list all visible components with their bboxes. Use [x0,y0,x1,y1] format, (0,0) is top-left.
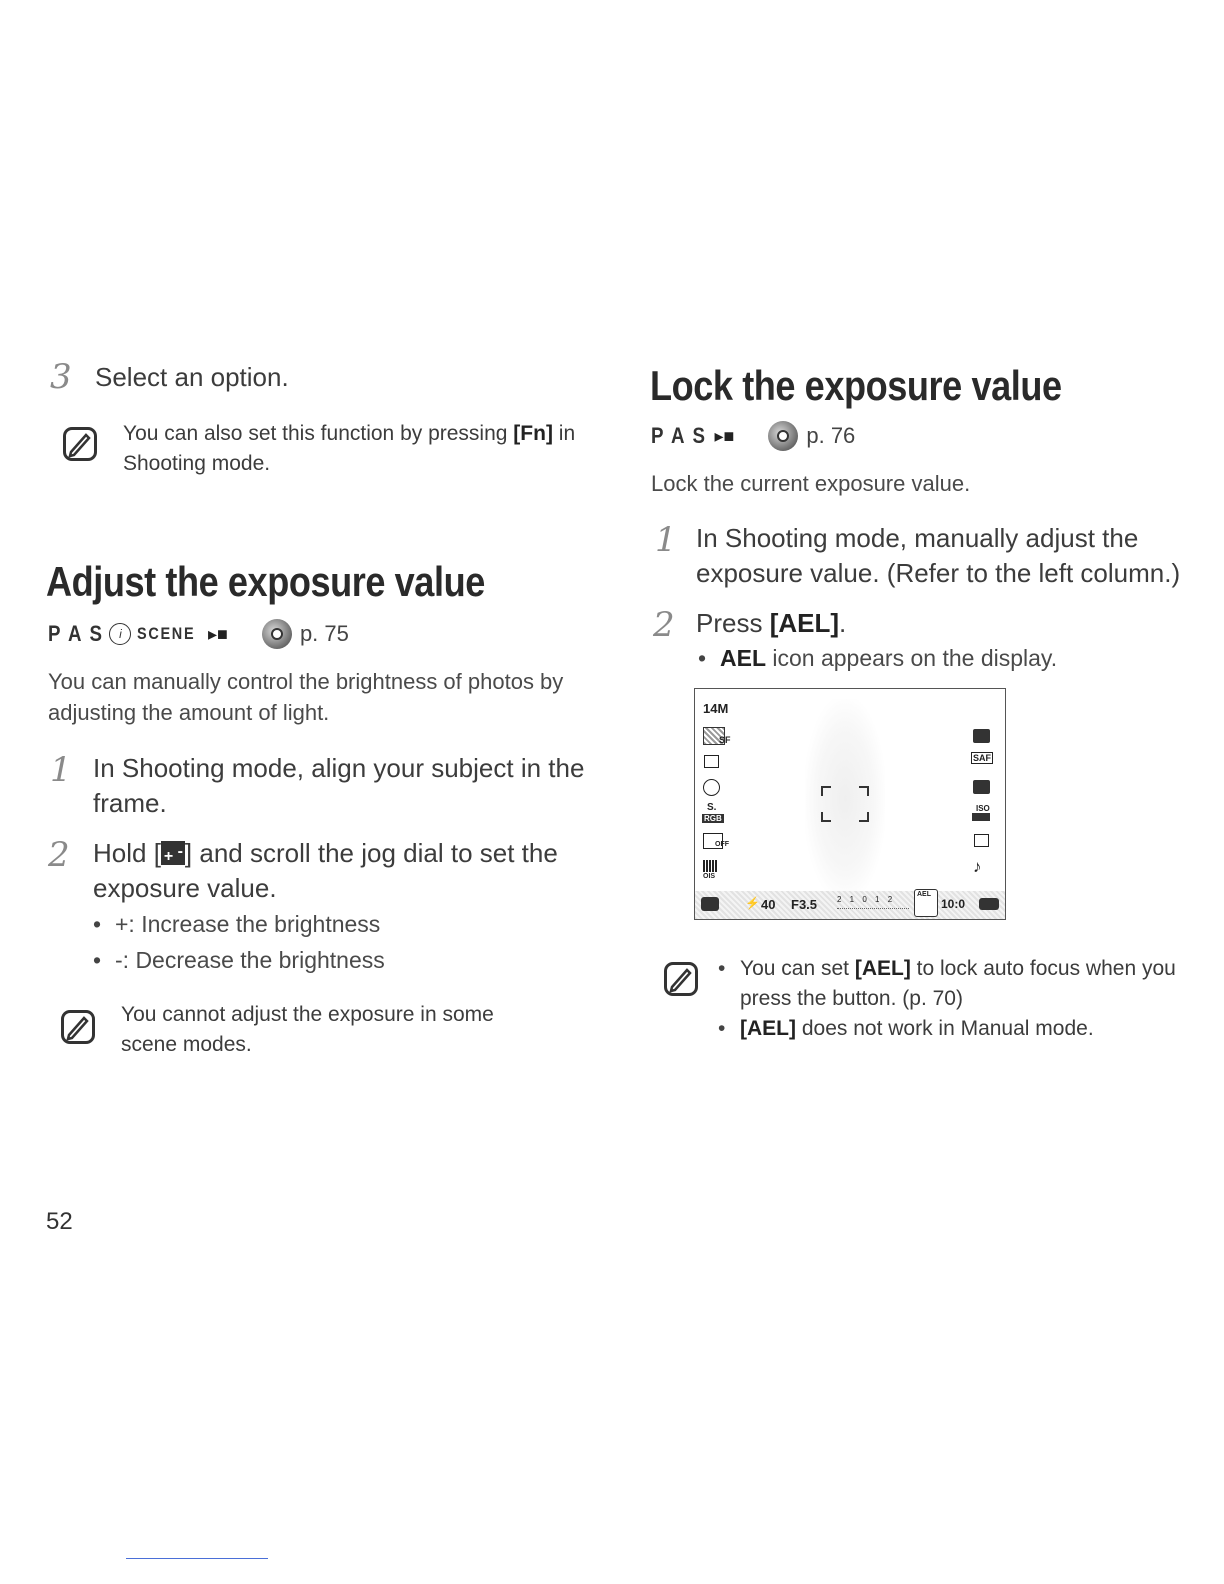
section-heading: Adjust the exposure value [46,558,485,605]
note-icon [63,427,97,461]
step-number: 3 [50,357,72,397]
step-number: 1 [655,520,677,560]
mode-row [651,420,855,452]
ael-indicator [914,889,938,917]
step-number: 2 [48,835,70,875]
quality-label: SF [719,735,731,745]
list-item: • +: Increase the brightness [93,906,573,942]
rgb-icon: RGB [704,814,722,823]
ois-icon [703,860,717,872]
list-item: • You can set [AEL] to lock auto focus when you press the button. (p. 70) [718,954,1188,1014]
section-heading: Lock the exposure value [650,362,1062,409]
af-frame-corner [821,812,831,822]
note-bullet-list [718,954,1188,1044]
exposure-icon: + - [161,841,185,865]
note-icon [61,1010,95,1044]
aperture-value: F3.5 [791,897,818,912]
shots-remaining: 10:0 [941,897,966,911]
step-text: In Shooting mode, align your subject in the frame. [93,753,585,818]
shutter-speed: 40 [761,897,776,912]
bullet-list [93,906,573,978]
battery-level-icon [979,898,999,910]
step-number: 2 [653,605,675,645]
list-item: • AEL icon appears on the display. [698,643,1057,674]
af-frame-corner [859,786,869,796]
step-text: Select an option. [95,362,289,392]
disc-icon [768,421,798,451]
saf-icon: SAF [973,753,991,763]
disc-icon [262,619,292,649]
intro-text: You can manually control the brightness of photos by adjusting the amount of light. [48,669,564,725]
page-reference: p. 76 [806,423,856,448]
iso-auto-icon [972,813,990,821]
ois-label: OIS [703,873,716,880]
intro-text: Lock the current exposure value. [651,471,971,496]
list-item: • [AEL] does not work in Manual mode. [718,1014,1188,1044]
scene-mode: SCENE [137,624,196,643]
step-text: In Shooting mode, manually adjust the exposure value. (Refer to the left column.) [696,523,1181,588]
af-frame-corner [859,812,869,822]
resolution-icon: 14M [703,701,729,716]
face-detection-icon [703,779,720,796]
mode-list: P A S [48,621,104,646]
off-label: OFF [715,841,729,848]
mode-list: P A S [651,423,707,448]
timer-icon: ♪ [973,857,982,876]
battery-icon [973,729,990,743]
dual-is-icon: i [109,623,131,645]
camera-display [694,688,1006,920]
af-frame-corner [821,786,831,796]
white-balance-icon [973,780,990,794]
page-reference: p. 75 [299,621,349,646]
ael-label: AEL [917,891,931,898]
note-text: You cannot adjust the exposure in some scene modes. [121,1003,494,1056]
flash-icon: ⚡ [745,896,760,910]
step-text: Press [AEL]. [696,608,847,638]
exposure-scale-ticks [837,908,909,914]
movie-icon: ▸■ [714,425,735,446]
metering-icon [704,755,719,768]
drc-label: S. [707,802,717,813]
iso-label: ISO [976,804,990,813]
note-text: You can also set this function by pressing [Fn] in Shooting mode. [123,422,576,475]
photo-style-icon [974,834,989,847]
camera-mode-icon [701,897,719,911]
note-icon [664,962,698,996]
page-number: 52 [46,1208,73,1235]
step-number: 1 [50,750,72,790]
movie-icon: ▸■ [208,623,228,644]
bullet-list [698,643,1057,674]
exposure-scale: 2 1 0 1 2 [837,895,896,904]
list-item: • -: Decrease the brightness [93,942,573,978]
step-text: Hold [ + - ] and scroll the jog dial to set the exposure value. [93,838,558,903]
subject-silhouette [805,699,885,899]
mode-row [48,618,349,650]
divider [126,1558,268,1559]
